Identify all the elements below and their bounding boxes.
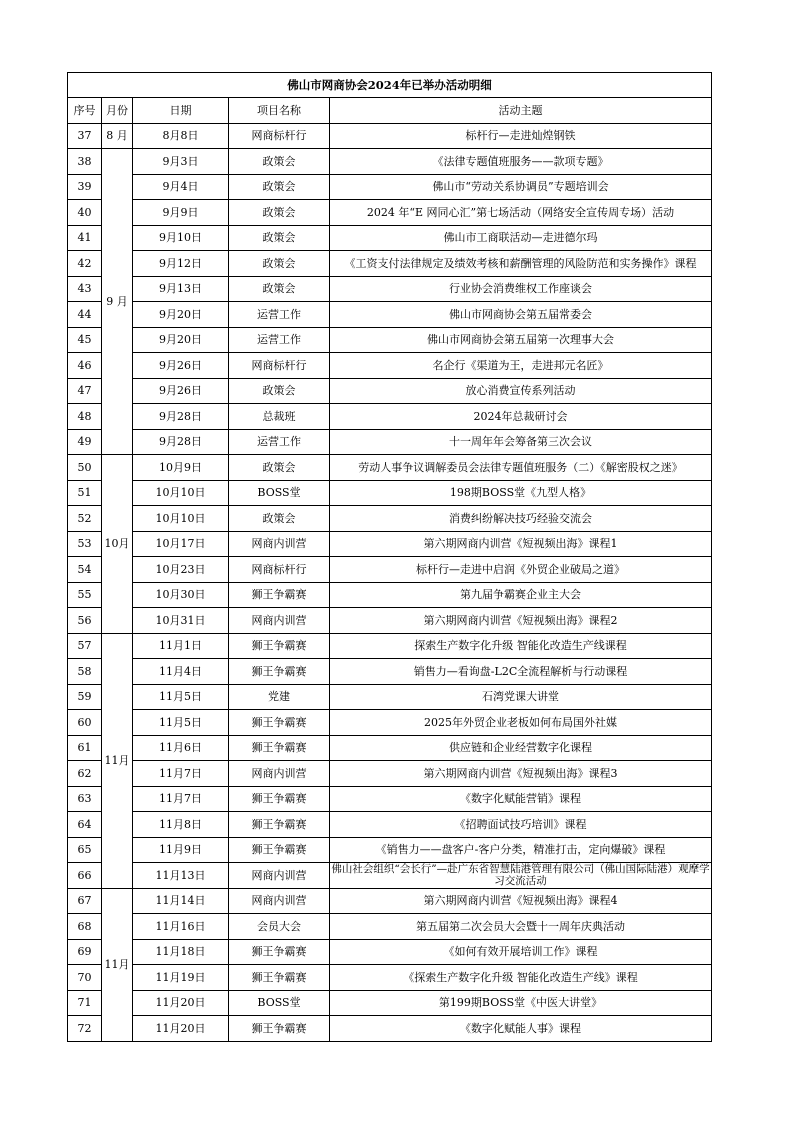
row-no: 40 [68,200,102,226]
row-project: 网商标杆行 [229,353,330,379]
row-theme: 《如何有效开展培训工作》课程 [330,939,712,965]
header-row [68,98,712,124]
table-row [68,200,712,226]
row-theme: 佛山市网商协会第五届常委会 [330,302,712,328]
row-project: 会员大会 [229,914,330,940]
row-no: 63 [68,786,102,812]
row-date: 11月20日 [133,1016,229,1042]
row-theme: 第六期网商内训营《短视频出海》课程4 [330,888,712,914]
table-row [68,735,712,761]
table-row [68,659,712,685]
header-no: 序号 [68,98,102,124]
row-date: 9月3日 [133,149,229,175]
row-no: 44 [68,302,102,328]
row-no: 49 [68,429,102,455]
row-project: 运营工作 [229,327,330,353]
table-row [68,378,712,404]
table-row [68,506,712,532]
row-date: 10月17日 [133,531,229,557]
table-row [68,608,712,634]
row-date: 9月12日 [133,251,229,277]
table-row [68,837,712,863]
row-month: 9 月 [102,149,133,455]
table-row [68,174,712,200]
row-theme: 《探索生产数字化升级 智能化改造生产线》课程 [330,965,712,991]
row-date: 11月18日 [133,939,229,965]
row-date: 11月7日 [133,786,229,812]
row-date: 9月9日 [133,200,229,226]
row-project: 政策会 [229,225,330,251]
row-project: 政策会 [229,378,330,404]
row-project: 运营工作 [229,429,330,455]
row-date: 11月20日 [133,990,229,1016]
table-row [68,123,712,149]
table-row [68,455,712,481]
row-no: 64 [68,812,102,838]
row-date: 11月16日 [133,914,229,940]
row-date: 10月31日 [133,608,229,634]
row-date: 11月19日 [133,965,229,991]
row-no: 58 [68,659,102,685]
row-theme: 第九届争霸赛企业主大会 [330,582,712,608]
table-row [68,888,712,914]
row-project: 狮王争霸赛 [229,812,330,838]
table-row [68,863,712,889]
table-row [68,225,712,251]
row-theme: 石湾党课大讲堂 [330,684,712,710]
row-no: 47 [68,378,102,404]
row-date: 11月13日 [133,863,229,889]
table-row [68,557,712,583]
row-no: 71 [68,990,102,1016]
row-no: 65 [68,837,102,863]
row-theme: 第六期网商内训营《短视频出海》课程3 [330,761,712,787]
table-row [68,429,712,455]
row-project: BOSS堂 [229,990,330,1016]
header-month: 月份 [102,98,133,124]
row-date: 8月8日 [133,123,229,149]
row-project: 网商标杆行 [229,557,330,583]
table-row [68,684,712,710]
row-no: 61 [68,735,102,761]
row-date: 11月7日 [133,761,229,787]
row-project: 网商内训营 [229,863,330,889]
row-theme: 佛山市工商联活动—走进德尔玛 [330,225,712,251]
row-project: 党建 [229,684,330,710]
row-project: 网商内训营 [229,761,330,787]
row-no: 41 [68,225,102,251]
row-date: 9月28日 [133,404,229,430]
table-row [68,327,712,353]
row-project: 狮王争霸赛 [229,659,330,685]
row-project: 网商内训营 [229,608,330,634]
row-theme: 行业协会消费维权工作座谈会 [330,276,712,302]
row-project: 狮王争霸赛 [229,837,330,863]
row-date: 11月14日 [133,888,229,914]
row-no: 50 [68,455,102,481]
row-theme: 第199期BOSS堂《中医大讲堂》 [330,990,712,1016]
row-no: 59 [68,684,102,710]
row-date: 10月23日 [133,557,229,583]
row-no: 56 [68,608,102,634]
row-project: 总裁班 [229,404,330,430]
row-theme: 《数字化赋能人事》课程 [330,1016,712,1042]
row-no: 46 [68,353,102,379]
header-theme: 活动主题 [330,98,712,124]
table-row [68,965,712,991]
row-project: BOSS堂 [229,480,330,506]
row-theme: 供应链和企业经营数字化课程 [330,735,712,761]
row-theme: 佛山市网商协会第五届第一次理事大会 [330,327,712,353]
row-project: 政策会 [229,251,330,277]
row-theme: 标杆行—走进灿煌钢铁 [330,123,712,149]
activity-table [67,72,712,1042]
row-no: 38 [68,149,102,175]
table-row [68,302,712,328]
row-theme: 放心消费宣传系列活动 [330,378,712,404]
table-row [68,786,712,812]
row-date: 9月20日 [133,327,229,353]
row-project: 网商内训营 [229,888,330,914]
row-theme: 十一周年年会筹备第三次会议 [330,429,712,455]
row-date: 9月4日 [133,174,229,200]
row-no: 66 [68,863,102,889]
row-theme: 2025年外贸企业老板如何布局国外社媒 [330,710,712,736]
row-date: 9月26日 [133,353,229,379]
row-no: 37 [68,123,102,149]
row-theme: 探索生产数字化升级 智能化改造生产线课程 [330,633,712,659]
row-project: 狮王争霸赛 [229,1016,330,1042]
row-no: 39 [68,174,102,200]
row-theme: 名企行《渠道为王，走进邦元名匠》 [330,353,712,379]
row-no: 69 [68,939,102,965]
row-no: 52 [68,506,102,532]
row-project: 政策会 [229,276,330,302]
row-theme: 标杆行—走进中启润《外贸企业破局之道》 [330,557,712,583]
row-no: 72 [68,1016,102,1042]
row-project: 网商内训营 [229,531,330,557]
row-project: 狮王争霸赛 [229,965,330,991]
table-row [68,761,712,787]
row-date: 11月1日 [133,633,229,659]
row-project: 狮王争霸赛 [229,786,330,812]
row-project: 政策会 [229,506,330,532]
row-date: 10月10日 [133,506,229,532]
row-no: 55 [68,582,102,608]
row-project: 政策会 [229,200,330,226]
row-no: 51 [68,480,102,506]
row-project: 网商标杆行 [229,123,330,149]
row-project: 狮王争霸赛 [229,735,330,761]
row-theme: 《销售力——盘客户-客户分类，精准打击，定向爆破》课程 [330,837,712,863]
row-theme: 2024年总裁研讨会 [330,404,712,430]
table-row [68,710,712,736]
header-project: 项目名称 [229,98,330,124]
row-project: 狮王争霸赛 [229,939,330,965]
table-title: 佛山市网商协会2024年已举办活动明细 [68,73,712,98]
row-project: 狮王争霸赛 [229,582,330,608]
row-theme: 消费纠纷解决技巧经验交流会 [330,506,712,532]
row-date: 10月30日 [133,582,229,608]
row-theme: 第六期网商内训营《短视频出海》课程2 [330,608,712,634]
row-date: 11月9日 [133,837,229,863]
row-theme: 《数字化赋能营销》课程 [330,786,712,812]
row-theme: 佛山社会组织“会长行”—赴广东省智慧陆港管理有限公司（佛山国际陆港）观摩学习交流活动 [331,863,710,888]
row-date: 10月10日 [133,480,229,506]
table-row [68,480,712,506]
table-row [68,276,712,302]
row-theme: 《法律专题值班服务——款项专题》 [330,149,712,175]
title-row [68,73,712,98]
row-no: 68 [68,914,102,940]
table-row [68,251,712,277]
row-project: 狮王争霸赛 [229,710,330,736]
row-no: 60 [68,710,102,736]
row-no: 43 [68,276,102,302]
row-no: 54 [68,557,102,583]
table-row [68,914,712,940]
row-theme: 第六期网商内训营《短视频出海》课程1 [330,531,712,557]
row-no: 57 [68,633,102,659]
row-date: 9月13日 [133,276,229,302]
row-no: 70 [68,965,102,991]
row-month: 10月 [102,455,133,634]
row-no: 62 [68,761,102,787]
row-date: 9月28日 [133,429,229,455]
row-theme: 《工资支付法律规定及绩效考核和薪酬管理的风险防范和实务操作》课程 [330,251,712,277]
table-row [68,353,712,379]
row-date: 11月4日 [133,659,229,685]
row-theme: 2024 年“E 网同心汇”第七场活动（网络安全宣传周专场）活动 [330,200,712,226]
table-row [68,812,712,838]
row-project: 狮王争霸赛 [229,633,330,659]
row-no: 67 [68,888,102,914]
table-row [68,939,712,965]
table-row [68,404,712,430]
row-date: 11月8日 [133,812,229,838]
row-theme: 劳动人事争议调解委员会法律专题值班服务（二）《解密股权之迷》 [330,455,712,481]
table-row [68,990,712,1016]
row-date: 9月20日 [133,302,229,328]
row-theme: 198期BOSS堂《九型人格》 [330,480,712,506]
table-row [68,531,712,557]
table-row [68,633,712,659]
row-date: 9月10日 [133,225,229,251]
table-row [68,149,712,175]
row-no: 48 [68,404,102,430]
row-theme: 第五届第二次会员大会暨十一周年庆典活动 [330,914,712,940]
row-date: 11月6日 [133,735,229,761]
table-row [68,582,712,608]
row-theme: 销售力—看询盘-L2C全流程解析与行动课程 [330,659,712,685]
row-month: 11月 [102,633,133,888]
row-project: 政策会 [229,149,330,175]
table-row [68,1016,712,1042]
row-project: 运营工作 [229,302,330,328]
row-month: 8 月 [102,123,133,149]
header-date: 日期 [133,98,229,124]
row-theme: 《招聘面试技巧培训》课程 [330,812,712,838]
row-project: 政策会 [229,455,330,481]
row-month: 11月 [102,888,133,1041]
row-date: 11月5日 [133,710,229,736]
row-date: 11月5日 [133,684,229,710]
row-no: 42 [68,251,102,277]
row-date: 10月9日 [133,455,229,481]
row-no: 53 [68,531,102,557]
row-date: 9月26日 [133,378,229,404]
row-project: 政策会 [229,174,330,200]
row-no: 45 [68,327,102,353]
row-theme: 佛山市“劳动关系协调员”专题培训会 [330,174,712,200]
